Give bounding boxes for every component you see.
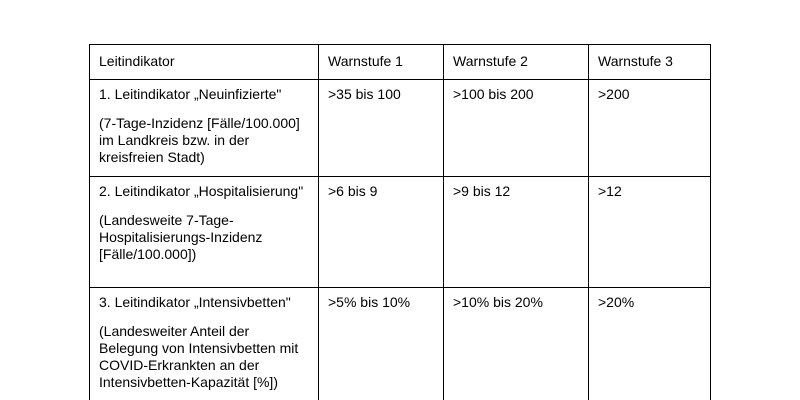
indicator-cell xyxy=(90,80,319,177)
header-warnstufe-2: Warnstufe 2 xyxy=(444,45,589,80)
table-row-neuinfizierte xyxy=(90,80,711,177)
table-header-row xyxy=(90,45,711,80)
warnstufe-3-value: >20% xyxy=(589,288,711,400)
indicator-description: (7-Tage-Inzidenz [Fälle/100.000] im Landkreis bzw. in der kreisfreien Stadt) xyxy=(99,115,300,165)
warnstufe-1-value: >35 bis 100 xyxy=(319,80,444,177)
header-warnstufe-1: Warnstufe 1 xyxy=(319,45,444,80)
warnstufe-2-value: >10% bis 20% xyxy=(444,288,589,400)
warnstufe-1-value: >6 bis 9 xyxy=(319,177,444,288)
indicator-cell xyxy=(90,177,319,288)
warnstufe-1-value: >5% bis 10% xyxy=(319,288,444,400)
indicator-title: 2. Leitindikator „Hospitalisierung" xyxy=(99,183,304,199)
warnstufe-2-value: >9 bis 12 xyxy=(444,177,589,288)
warnstufe-3-value: >200 xyxy=(589,80,711,177)
indicator-cell xyxy=(90,288,319,400)
table-row-intensivbetten xyxy=(90,288,711,400)
indicator-title: 1. Leitindikator „Neuinfizierte" xyxy=(99,86,282,102)
table-row-hospitalisierung xyxy=(90,177,711,288)
header-warnstufe-3: Warnstufe 3 xyxy=(589,45,711,80)
indicator-title: 3. Leitindikator „Intensivbetten" xyxy=(99,294,291,310)
warnstufe-2-value: >100 bis 200 xyxy=(444,80,589,177)
indicator-description: (Landesweite 7-Tage-Hospitalisierungs-Inzidenz [Fälle/100.000]) xyxy=(99,212,263,262)
header-leitindikator: Leitindikator xyxy=(90,45,319,80)
warnstufe-3-value: >12 xyxy=(589,177,711,288)
indicator-description: (Landesweiter Anteil der Belegung von Intensivbetten mit COVID-Erkrankten an der Intensivbetten-Kapazität [%]) xyxy=(99,323,299,390)
warning-levels-table xyxy=(89,44,711,400)
